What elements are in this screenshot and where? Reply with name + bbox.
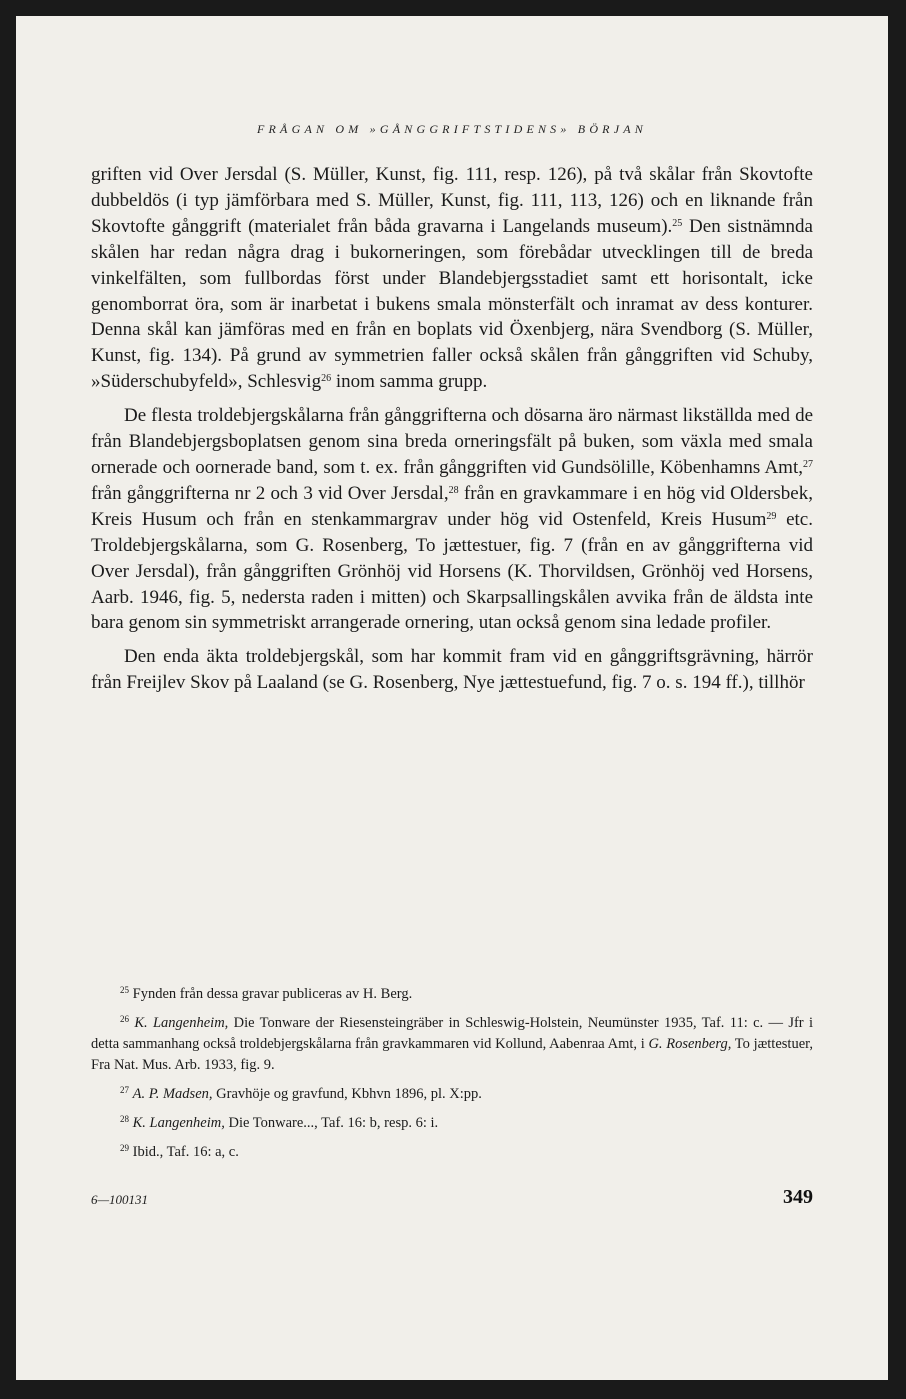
document-page <box>16 16 888 1380</box>
footnote-reference: 25 <box>672 217 683 229</box>
footnote <box>91 1013 813 1076</box>
text-run: från gånggrifterna nr 2 och 3 vid Over Jersdal, <box>91 482 449 504</box>
text-run: Den enda äkta troldebjergskål, som har kommit fram vid en gånggriftsgrävning, härrör från Freijlev Skov på Laaland (se G. Rosenberg, Nye jættestuefund, fig. 7 o. s. 194 ff.), tillhör <box>91 646 813 694</box>
author-name: G. Rosenberg, <box>648 1036 732 1052</box>
footnote-reference: 26 <box>321 373 332 385</box>
body-text <box>91 162 813 696</box>
footnote-reference: 27 <box>803 458 813 470</box>
page-number: 349 <box>783 1186 813 1208</box>
author-name: A. P. Madsen, <box>132 1086 213 1102</box>
author-name: K. Langenheim, <box>132 1115 225 1131</box>
text-run: Die Tonware der Riesensteingräber in Schleswig-Holstein, Neumünster 1935, Taf. 11: c. — Jfr i detta sammanhang också troldebjergskålarna från gravkammaren vid Kollund, Aabenraa Amt, i <box>91 1015 813 1052</box>
footnotes <box>91 984 813 1171</box>
text-run: Den sistnämnda skålen har redan några drag i bukorneringen, som förebådar utvecklingen till de breda vinkelfälten, som fullbordas först under Blandebjergsstadiet samt ett horisontalt, icke genomborrat öra, som är inarbetat i bukens smala mönsterfält och inramat av dess konturer. Denna skål kan jämföras med en från en boplats vid Öxenbjerg, nära Svendborg (S. Müller, Kunst, fig. 134). På grund av symmetrien faller också skålen från gånggriften vid Schuby, »Süderschubyfeld», Schlesvig <box>91 215 813 393</box>
footnote-number: 26 <box>120 1014 129 1024</box>
running-header: FRÅGAN OM »GÅNGGRIFTSTIDENS» BÖRJAN <box>257 122 647 136</box>
footnote-number: 27 <box>120 1085 129 1095</box>
footnote-reference: 29 <box>766 510 777 522</box>
text-run: To jættestuer, Fra Nat. Mus. Arb. 1933, fig. 9. <box>91 1036 814 1073</box>
text-run: Ibid., Taf. 16: a, c. <box>132 1144 239 1160</box>
footnote <box>91 1084 813 1105</box>
printer-signature: 6—100131 <box>91 1192 149 1207</box>
text-run: De flesta troldebjergskålarna från gånggrifterna och dösarna äro närmast likställda med de från Blandebjergsboplatsen genom sina breda orneringsfält på buken, som växla med smala ornerade och oornerade band, som t. ex. från gånggriften vid Gundsölille, Köbenhamns Amt, <box>91 405 813 478</box>
text-run: från en gravkammare i en hög vid Oldersbek, Kreis Husum och från en stenkammargrav under hög vid Ostenfeld, Kreis Husum <box>91 482 813 530</box>
footnote-number: 29 <box>120 1143 129 1153</box>
text-run: etc. Troldebjergskålarna, som G. Rosenberg, To jættestuer, fig. 7 (från en av gånggrifterna vid Over Jersdal), från gånggriften Grönhöj vid Horsens (K. Thorvildsen, Grönhöj ved Horsens, Aarb. 1946, fig. 5, nedersta raden i mitten) och Skarpsallingskålen avvika från de äldsta inte bara genom sin symmetriskt arrangerade ornering, utan också genom sina ledade profiler. <box>91 508 813 634</box>
footnote-number: 25 <box>120 985 129 995</box>
footnote-reference: 28 <box>448 484 459 496</box>
paragraph <box>91 162 813 395</box>
author-name: K. Langenheim, <box>134 1015 229 1031</box>
paragraph <box>91 403 813 636</box>
paragraph <box>91 644 813 696</box>
text-run: inom samma grupp. <box>331 371 488 393</box>
text-run: Gravhöje og gravfund, Kbhvn 1896, pl. X:pp. <box>212 1086 482 1102</box>
text-run: griften vid Over Jersdal (S. Müller, Kunst, fig. 111, resp. 126), på två skålar från Skovtofte dubbeldös (i typ jämförbara med S. Müller, Kunst, fig. 111, 113, 126) och en liknande från Skovtofte gånggrift (materialet från båda gravarna i Langelands museum). <box>91 164 813 237</box>
text-run: Die Tonware..., Taf. 16: b, resp. 6: i. <box>224 1115 439 1131</box>
text-run: Fynden från dessa gravar publiceras av H. Berg. <box>132 986 413 1002</box>
footnote <box>91 1142 813 1163</box>
footnote-number: 28 <box>120 1114 129 1124</box>
footnote <box>91 1113 813 1134</box>
footnote <box>91 984 813 1005</box>
